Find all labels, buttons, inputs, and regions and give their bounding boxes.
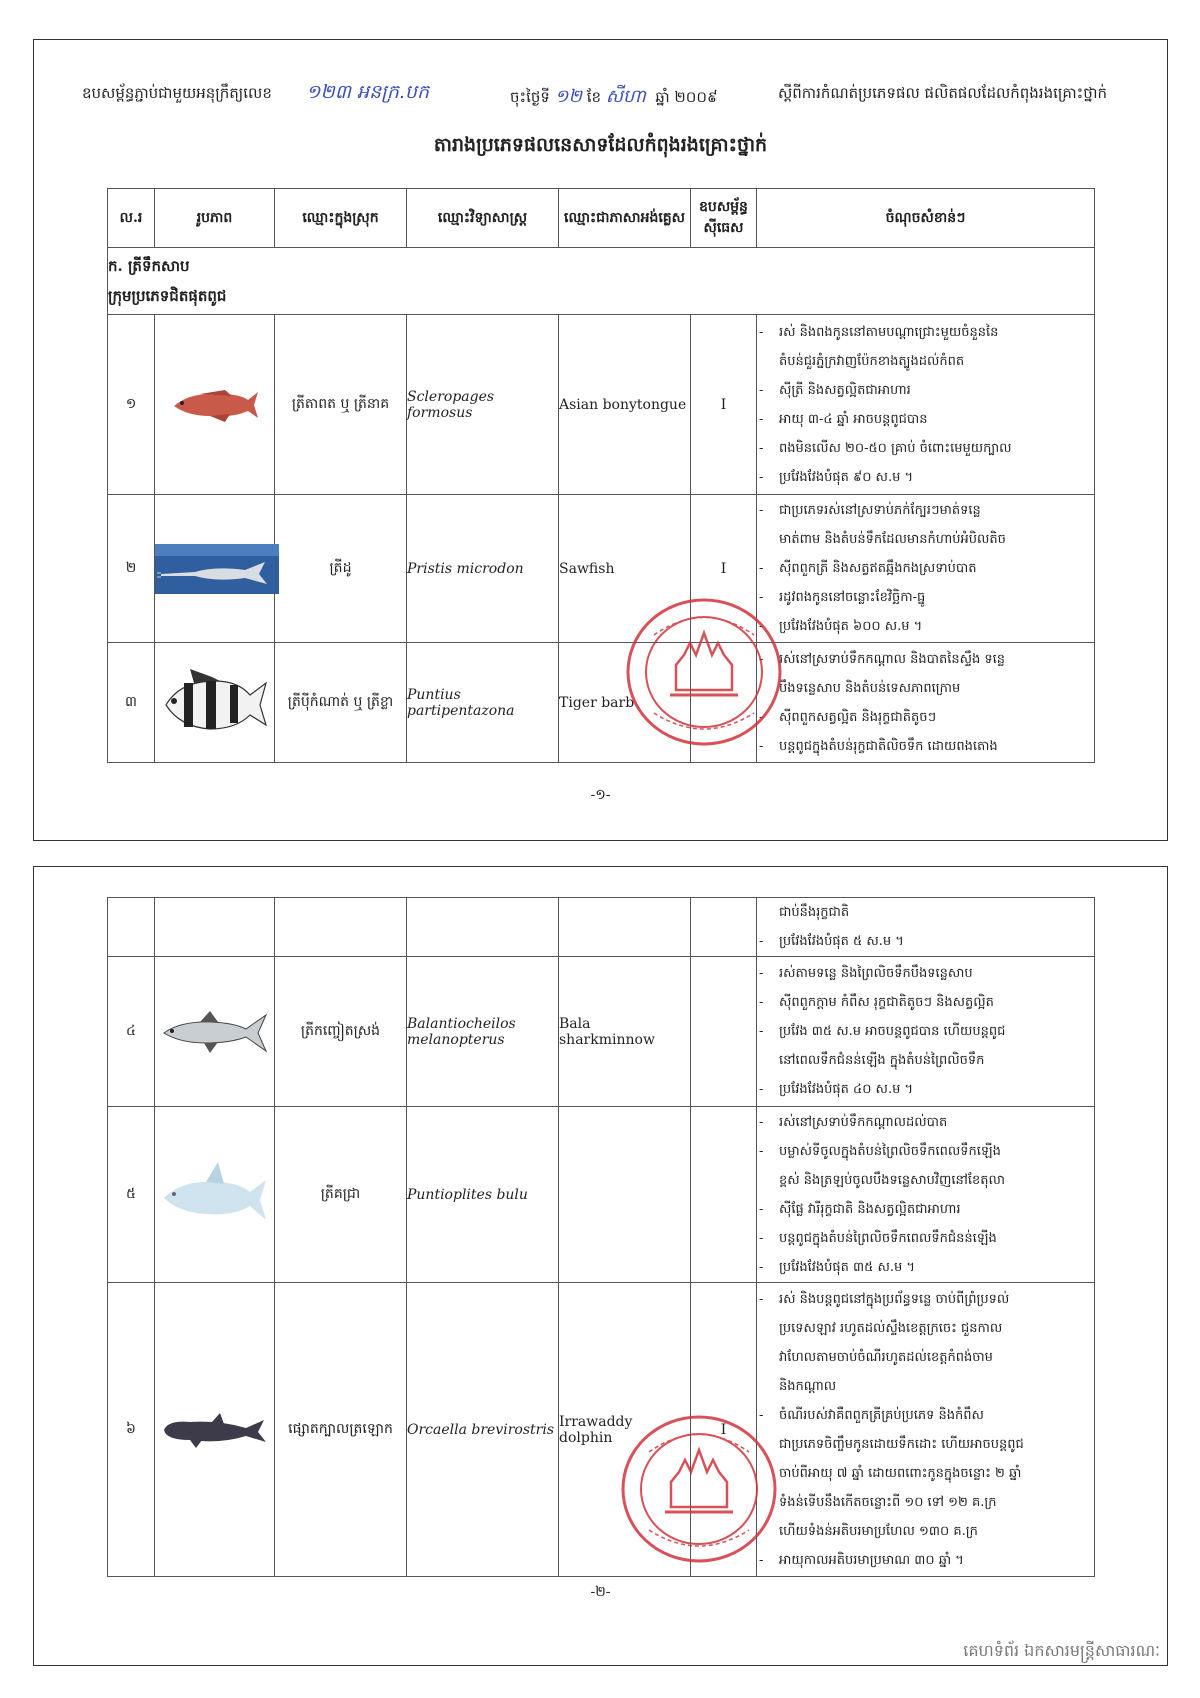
- characteristic-item: - ស៊ីពពួកត្រី និងសត្វឥតឆ្អឹងកងស្រទាប់បាត: [757, 554, 1094, 583]
- row-number: ១: [108, 315, 155, 495]
- characteristic-item: ប្រទេសឡាវ រហូតដល់ស្ទឹងខេត្តក្រចេះ ជួនកាល: [779, 1320, 1003, 1336]
- page-number: -១-: [590, 787, 611, 803]
- characteristic-item: - រស់នៅស្រទាប់ទឹកកណ្តាលដល់បាត: [757, 1108, 1094, 1137]
- species-table-continued: [107, 897, 1095, 1577]
- empty-cell: [559, 898, 691, 957]
- characteristic-item: វាហែលតាមចាប់ចំណីរហូតដល់ខេត្តកំពង់ចាម: [779, 1349, 993, 1365]
- date-prefix: ចុះថ្ងៃទី: [510, 88, 550, 106]
- header-subject: ស្ដីពីការកំណត់ប្រភេទផល ផលិតផលដែលកំពុងរងគ្រោះថ្នាក់: [777, 84, 1107, 102]
- source-watermark: គេហទំព័រ ឯកសារមន្ត្រីសាធារណៈ: [963, 1641, 1160, 1660]
- page-number: -២-: [590, 1584, 611, 1600]
- characteristic-item: - ចំណីរបស់វាគឺពពួកត្រីគ្រប់ប្រភេទ និងកំពឹស: [757, 1401, 1094, 1430]
- characteristics-cell: [757, 957, 1095, 1107]
- empty-cell: [275, 898, 407, 957]
- table-row: [108, 957, 1095, 1107]
- characteristic-item: បឹងទន្លេសាប និងតំបន់ទេសភាពក្រោម: [779, 680, 961, 696]
- col-header-local-name: ឈ្មោះក្នុងស្រុក: [275, 189, 407, 248]
- characteristic-item: - ប្រវែង ៣៥ ស.ម អាចបន្តពូជបាន ហើយបន្តពូជ: [757, 1017, 1094, 1046]
- continuation-row: [108, 898, 1095, 957]
- status-cell: I: [691, 315, 757, 495]
- characteristic-item: - ជាប្រភេទរស់នៅស្រទាប់ភក់ក្បែរៗមាត់ទន្លេ: [757, 496, 1094, 525]
- characteristic-item: - ប្រវែងវែងបំផុត ៩០ ស.ម ។: [757, 463, 1094, 492]
- characteristic-item: - រស់ និងពងកូននៅតាមបណ្តាជ្រោះមួយចំនួននៃ: [757, 318, 1094, 347]
- characteristic-item: ចាប់ពីអាយុ ៧ ឆ្នាំ ដោយពពោះកូនក្នុងចន្លោះ ២ ឆ្នាំ: [779, 1465, 1022, 1481]
- row-number: ៥: [108, 1107, 155, 1283]
- characteristic-item: - ស៊ីពពួកក្តាម កំពឹស រុក្ខជាតិតូចៗ និងសត្វល្អិត: [757, 988, 1094, 1017]
- table-row: [108, 315, 1095, 495]
- date-month: សីហា: [605, 86, 646, 107]
- characteristics-cell: [757, 643, 1095, 763]
- characteristics-cell: [757, 495, 1095, 643]
- annex-label: ឧបសម្ព័ន្ធភ្ជាប់ជាមួយអនុក្រឹត្យលេខ: [82, 84, 272, 102]
- local-name-cell: ផ្សោតក្បាលត្រឡោក: [275, 1283, 407, 1577]
- characteristic-item: - អាយុ ៣-៤ ឆ្នាំ អាចបន្តពូជបាន: [757, 405, 1094, 434]
- english-name-cell: Irrawaddy dolphin: [559, 1283, 691, 1577]
- characteristic-item: តំបន់ជួរភ្នំក្រវាញប៉ែកខាងត្បូងដល់កំពត: [779, 353, 965, 369]
- section-subtitle: ក្រុមប្រភេទជិតផុតពូជ: [108, 287, 227, 305]
- row-number: ២: [108, 495, 155, 643]
- characteristic-item: - បន្តពូជក្នុងតំបន់រុក្ខជាតិលិចទឹក ដោយពងតោង: [757, 732, 1094, 761]
- scientific-name-cell: Puntius partipentazona: [407, 643, 559, 763]
- row-number: ៦: [108, 1283, 155, 1577]
- english-name-cell: Tiger barb: [559, 643, 691, 763]
- page-header: [82, 80, 1107, 110]
- english-name-cell: Sawfish: [559, 495, 691, 643]
- local-name-cell: ត្រីគជ្រា: [275, 1107, 407, 1283]
- characteristic-item: ជាប្រភេទចិញ្ចឹមកូនដោយទឹកដោះ ហើយអាចបន្តពូជ: [779, 1436, 1024, 1452]
- row-number: ៤: [108, 957, 155, 1107]
- english-name-cell: Bala sharkminnow: [559, 957, 691, 1107]
- characteristic-item: - រស់នៅស្រទាប់ទឹកកណ្តាល និងបាតនៃស្ទឹង ទន្លេ: [757, 645, 1094, 674]
- characteristic-item: - ប្រវែងវែងបំផុត ៦០០ ស.ម ។: [757, 612, 1094, 641]
- characteristic-item: - ប្រវែងវែងបំផុត ៥ ស.ម ។: [757, 927, 1094, 956]
- scientific-name-cell: Orcaella brevirostris: [407, 1283, 559, 1577]
- characteristic-item: នៅពេលទឹកជំនន់ឡើង ក្នុងតំបន់ព្រៃលិចទឹក: [779, 1053, 985, 1068]
- status-cell: I: [691, 495, 757, 643]
- characteristic-item: - ពងមិនលើស ២០-៥០ គ្រាប់ ចំពោះមេមួយក្បាល: [757, 434, 1094, 463]
- section-heading: [108, 248, 1095, 315]
- characteristic-item: ខ្ពស់ និងត្រឡប់ចូលបឹងទន្លេសាបវិញនៅខែតុលា: [779, 1172, 1006, 1188]
- empty-cell: [691, 898, 757, 957]
- table-header-row: [108, 189, 1095, 248]
- document-page-1: [33, 39, 1168, 841]
- characteristics-cell: [757, 1107, 1095, 1283]
- month-label: ខែ: [586, 88, 602, 106]
- status-cell: I: [691, 1283, 757, 1577]
- scientific-name-cell: Puntioplites bulu: [407, 1107, 559, 1283]
- characteristic-item: ទំងន់ទើបនឹងកើតចន្លោះពី ១០ ទៅ ១២ គ.ក្រ: [779, 1494, 997, 1510]
- status-cell: [691, 1107, 757, 1283]
- scientific-name-cell: Scleropages formosus: [407, 315, 559, 495]
- col-header-english-name: ឈ្មោះជាភាសាអង់គ្លេស: [559, 189, 691, 248]
- characteristic-item: - ស៊ីត្រី និងសត្វល្អិតជាអាហារ: [757, 376, 1094, 405]
- characteristic-item: - ស៊ីពពួកសត្វល្អិត និងរុក្ខជាតិតូចៗ: [757, 703, 1094, 732]
- scientific-name-cell: Balantiocheilos melanopterus: [407, 957, 559, 1107]
- table-row: [108, 643, 1095, 763]
- table-row: [108, 1107, 1095, 1283]
- english-name-cell: Asian bonytongue: [559, 315, 691, 495]
- empty-cell: [407, 898, 559, 957]
- row-number: ៣: [108, 643, 155, 763]
- empty-cell: [108, 898, 155, 957]
- section-heading-row: [108, 248, 1095, 315]
- scientific-name-cell: Pristis microdon: [407, 495, 559, 643]
- col-header-characteristics: ចំណុចសំខាន់ៗ: [757, 189, 1095, 248]
- date-year: ឆ្នាំ ២០០៩: [655, 88, 718, 106]
- empty-cell: [155, 898, 275, 957]
- local-name-cell: ត្រីកញ្ចៀតស្រង់: [275, 957, 407, 1107]
- official-seal-stamp: [619, 1412, 779, 1567]
- document-title: តារាងប្រភេទផលនេសាទដែលកំពុងរងគ្រោះថ្នាក់: [433, 134, 768, 156]
- characteristic-item: ហើយទំងន់អតិបរមាប្រហែល ១៣០ គ.ក្រ: [779, 1523, 978, 1539]
- col-header-image: រូបភាព: [155, 189, 275, 248]
- local-name-cell: ត្រីតាពត ឬ ត្រីនាគ: [275, 315, 407, 495]
- characteristic-item: - រដូវពងកូននៅចន្លោះខែវិច្ឆិកា-ធ្នូ: [757, 583, 1094, 612]
- characteristic-item: - អាយុកាលអតិបរមាប្រមាណ ៣០ ឆ្នាំ ។: [757, 1546, 1094, 1575]
- local-name-cell: ត្រីដូ: [275, 495, 407, 643]
- characteristic-item: ជាប់នឹងរុក្ខជាតិ: [779, 905, 850, 920]
- decree-date: [510, 84, 718, 111]
- characteristic-item: - ប្រវែងវែងបំផុត ៤០ ស.ម ។: [757, 1075, 1094, 1104]
- characteristics-cell: [757, 315, 1095, 495]
- characteristic-item: - រស់ និងបន្តពូជនៅក្នុងប្រព័ន្ធទន្លេ ចាប់ពីព្រំប្រទល់: [757, 1285, 1094, 1314]
- arowana-fish-image: [155, 315, 275, 495]
- characteristic-item: - បន្តពូជក្នុងតំបន់ព្រៃលិចទឹកពេលទឹកជំនន់ឡើង: [757, 1224, 1094, 1253]
- tiger-barb-image: [155, 643, 275, 763]
- section-title: ក. ត្រីទឹកសាប: [108, 257, 190, 275]
- characteristic-item: មាត់ពាម និងតំបន់ទឹកដែលមានកំហាប់អំបិលតិច: [779, 532, 1006, 547]
- document-page-2: [33, 866, 1168, 1666]
- local-name-cell: ត្រីប៉ីកំណាត់ ឬ ត្រីខ្លា: [275, 643, 407, 763]
- status-cell: [691, 957, 757, 1107]
- characteristic-item: និងកណ្តាល: [779, 1378, 837, 1394]
- characteristics-cell: [757, 898, 1095, 957]
- characteristic-item: - ស៊ីផ្លែ វារីរុក្ខជាតិ និងសត្វល្អិតជាអាហារ: [757, 1195, 1094, 1224]
- characteristics-cell: [757, 1283, 1095, 1577]
- table-row: [108, 495, 1095, 643]
- col-header-cites-status: ឧបសម្ព័ន្ធ ស៊ីធេស: [691, 189, 757, 248]
- english-name-cell: [559, 1107, 691, 1283]
- table-row: [108, 1283, 1095, 1577]
- bulu-fish-image: [155, 1107, 275, 1283]
- characteristic-item: - បម្លាស់ទីចូលក្នុងតំបន់ព្រៃលិចទឹកពេលទឹកឡើង: [757, 1137, 1094, 1166]
- col-header-scientific-name: ឈ្មោះវិទ្យាសាស្ត្រ: [407, 189, 559, 248]
- characteristic-item: - ប្រវែងវែងបំផុត ៣៥ ស.ម ។: [757, 1253, 1094, 1282]
- species-table: [107, 188, 1095, 763]
- decree-number: ១២៣ អនក្រ.បក: [306, 81, 430, 103]
- col-header-no: ល.រ: [108, 189, 155, 248]
- characteristic-item: - រស់តាមទន្លេ និងព្រៃលិចទឹកបឹងទន្លេសាប: [757, 959, 1094, 988]
- date-day: ១២: [554, 86, 582, 107]
- irrawaddy-dolphin-image: [155, 1283, 275, 1577]
- sawfish-image: [155, 495, 275, 643]
- bala-shark-image: [155, 957, 275, 1107]
- official-seal-stamp: [624, 595, 784, 750]
